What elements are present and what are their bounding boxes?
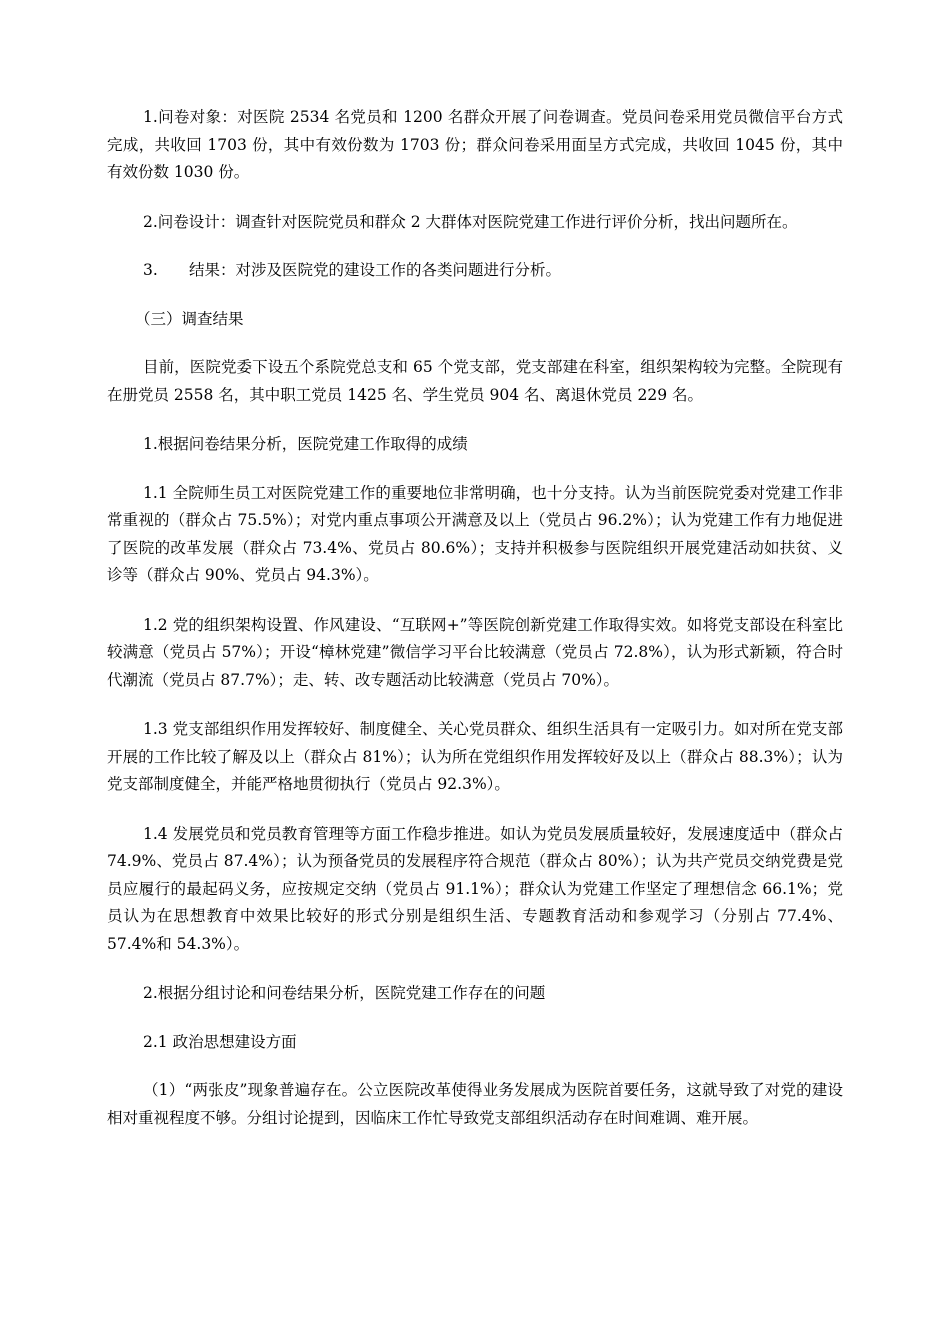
list-number: 3. xyxy=(143,261,158,279)
paragraph-1-1: 1.1 全院师生员工对医院党建工作的重要地位非常明确，也十分支持。认为当前医院党委对党建工作非常重视的（群众占 75.5%）；对党内重点事项公开满意及以上（党员占 96.2%）；认为党建工作有力地促进了医院的改革发展（群众占 73.4%、党员占 80.6%）；支持并积极参与医院组织开展党建活动如扶贫、义诊等（群众占 90%、党员占 94.3%）。 xyxy=(107,483,843,584)
document-page xyxy=(107,104,843,1154)
paragraph-overview: 目前，医院党委下设五个系院党总支和 65 个党支部，党支部建在科室，组织架构较为完整。全院现有在册党员 2558 名，其中职工党员 1425 名、学生党员 904 名、离退休党员 229 名。 xyxy=(107,358,843,404)
subheading-problems: 2.根据分组讨论和问卷结果分析，医院党建工作存在的问题 xyxy=(143,984,546,1002)
subheading-achievements: 1.根据问卷结果分析，医院党建工作取得的成绩 xyxy=(143,435,468,453)
paragraph-results-item xyxy=(107,257,843,285)
section-heading-results: （三）调查结果 xyxy=(135,309,244,328)
paragraph-1-4: 1.4 发展党员和党员教育管理等方面工作稳步推进。如认为党员发展质量较好，发展速度适中（群众占 74.9%、党员占 87.4%）；认为预备党员的发展程序符合规范（群众占 80%）；认为共产党员交纳党费是党员应履行的最起码义务，应按规定交纳（党员占 91.1%）；群众认为党建工作坚定了理想信念 66.1%；党员认为在思想教育中效果比较好的形式分别是组织生活、专题教育活动和参观学习（分别占 77.4%、57.4%和 54.3%）。 xyxy=(107,824,843,953)
subheading-2-1: 2.1 政治思想建设方面 xyxy=(143,1032,297,1051)
paragraph-1-3: 1.3 党支部组织作用发挥较好、制度健全、关心党员群众、组织生活具有一定吸引力。如对所在党支部开展的工作比较了解及以上（群众占 81%）；认为所在党组织作用发挥较好及以上（群众占 88.3%）；认为党支部制度健全，并能严格地贯彻执行（党员占 92.3%）。 xyxy=(107,720,843,793)
paragraph-survey-design: 2.问卷设计：调查针对医院党员和群众 2 大群体对医院党建工作进行评价分析，找出问题所在。 xyxy=(143,212,798,231)
list-text: 结果：对涉及医院党的建设工作的各类问题进行分析。 xyxy=(189,261,562,279)
paragraph-two-skins: （1）“两张皮”现象普遍存在。公立医院改革使得业务发展成为医院首要任务，这就导致了对党的建设相对重视程度不够。分组讨论提到，因临床工作忙导致党支部组织活动存在时间难调、难开展。 xyxy=(107,1081,843,1127)
paragraph-1-2: 1.2 党的组织架构设置、作风建设、“互联网+”等医院创新党建工作取得实效。如将党支部设在科室比较满意（党员占 57%）；开设“樟林党建”微信学习平台比较满意（党员占 72.8%），认为形式新颖，符合时代潮流（党员占 87.7%）；走、转、改专题活动比较满意（党员占 70%）。 xyxy=(107,615,843,689)
paragraph-survey-subjects: 1.问卷对象：对医院 2534 名党员和 1200 名群众开展了问卷调查。党员问卷采用党员微信平台方式完成，共收回 1703 份，其中有效份数为 1703 份；群众问卷采用面呈方式完成，共收回 1045 份，其中有效份数 1030 份。 xyxy=(107,108,843,181)
